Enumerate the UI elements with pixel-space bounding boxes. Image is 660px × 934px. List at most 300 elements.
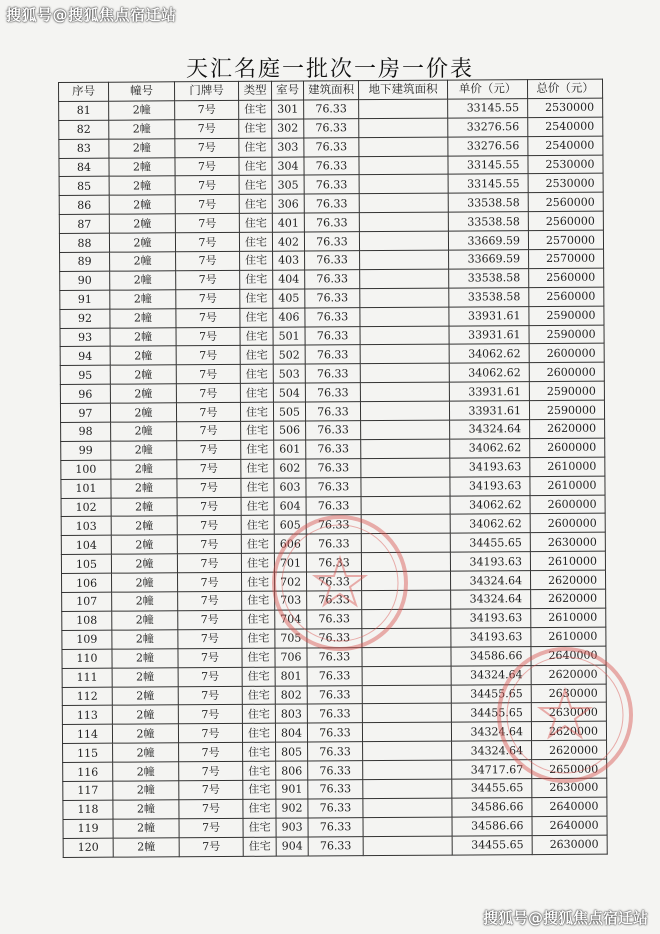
cell-area: 76.33 xyxy=(305,364,360,383)
header-cell: 幢号 xyxy=(109,82,175,101)
cell-total-price: 2570000 xyxy=(528,230,603,249)
cell-basement-area xyxy=(362,628,451,647)
cell-index: 108 xyxy=(62,611,112,630)
cell-total-price: 2610000 xyxy=(530,457,605,476)
cell-room: 703 xyxy=(275,591,307,610)
cell-area: 76.33 xyxy=(304,232,359,251)
cell-unit-price: 34324.64 xyxy=(451,722,531,741)
cell-unit-price: 33276.56 xyxy=(448,136,528,155)
cell-building: 2幢 xyxy=(112,592,178,611)
cell-room: 904 xyxy=(276,837,308,856)
cell-door-number: 7号 xyxy=(179,780,243,799)
cell-type: 住宅 xyxy=(241,535,274,554)
cell-basement-area xyxy=(362,703,451,722)
cell-building: 2幢 xyxy=(111,478,177,497)
cell-total-price: 2600000 xyxy=(530,514,605,533)
cell-total-price: 2610000 xyxy=(531,627,606,646)
cell-building: 2幢 xyxy=(109,233,175,252)
cell-area: 76.33 xyxy=(307,704,362,723)
cell-unit-price: 33669.59 xyxy=(449,250,529,269)
cell-total-price: 2620000 xyxy=(531,721,606,740)
cell-room: 702 xyxy=(274,572,306,591)
cell-room: 601 xyxy=(274,440,306,459)
cell-total-price: 2600000 xyxy=(530,495,605,514)
cell-type: 住宅 xyxy=(239,195,272,214)
cell-door-number: 7号 xyxy=(177,421,241,440)
cell-area: 76.33 xyxy=(308,780,363,799)
cell-type: 住宅 xyxy=(243,761,276,780)
cell-door-number: 7号 xyxy=(175,119,239,138)
cell-total-price: 2630000 xyxy=(531,684,606,703)
cell-basement-area xyxy=(362,590,451,609)
cell-area: 76.33 xyxy=(304,118,359,137)
cell-unit-price: 34586.66 xyxy=(452,797,532,816)
cell-building: 2幢 xyxy=(110,252,176,271)
cell-area: 76.33 xyxy=(306,553,361,572)
cell-area: 76.33 xyxy=(305,270,360,289)
cell-unit-price: 34455.65 xyxy=(451,703,531,722)
cell-room: 401 xyxy=(272,213,304,232)
cell-door-number: 7号 xyxy=(176,365,240,384)
header-cell: 地下建筑面积 xyxy=(358,80,447,99)
cell-unit-price: 34455.65 xyxy=(452,779,532,798)
cell-index: 115 xyxy=(63,743,113,762)
cell-total-price: 2590000 xyxy=(529,306,604,325)
cell-building: 2幢 xyxy=(109,214,175,233)
cell-unit-price: 34062.62 xyxy=(450,439,530,458)
cell-basement-area xyxy=(363,760,452,779)
cell-type: 住宅 xyxy=(243,818,276,837)
cell-door-number: 7号 xyxy=(176,346,240,365)
cell-total-price: 2620000 xyxy=(532,740,607,759)
cell-room: 502 xyxy=(273,345,305,364)
watermark-bottom: 搜狐号@搜狐焦点宿迁站 xyxy=(482,909,648,927)
cell-building: 2幢 xyxy=(109,157,175,176)
cell-total-price: 2530000 xyxy=(528,155,603,174)
cell-area: 76.33 xyxy=(307,591,362,610)
cell-total-price: 2560000 xyxy=(529,287,604,306)
cell-area: 76.33 xyxy=(305,326,360,345)
cell-index: 103 xyxy=(61,517,111,536)
cell-room: 605 xyxy=(274,515,306,534)
cell-type: 住宅 xyxy=(240,289,273,308)
cell-type: 住宅 xyxy=(242,667,275,686)
cell-index: 117 xyxy=(63,781,113,800)
cell-basement-area xyxy=(363,817,452,836)
cell-index: 92 xyxy=(60,309,110,328)
cell-room: 704 xyxy=(275,610,307,629)
cell-basement-area xyxy=(359,193,448,212)
cell-room: 402 xyxy=(272,232,304,251)
cell-type: 住宅 xyxy=(240,308,273,327)
cell-basement-area xyxy=(359,175,448,194)
cell-basement-area xyxy=(362,609,451,628)
cell-basement-area xyxy=(359,118,448,137)
cell-room: 505 xyxy=(273,402,305,421)
cell-basement-area xyxy=(359,156,448,175)
cell-area: 76.33 xyxy=(306,477,361,496)
cell-unit-price: 33145.55 xyxy=(448,99,528,118)
cell-building: 2幢 xyxy=(113,781,179,800)
cell-unit-price: 34324.64 xyxy=(452,741,532,760)
cell-total-price: 2620000 xyxy=(530,570,605,589)
cell-index: 112 xyxy=(62,687,112,706)
cell-building: 2幢 xyxy=(110,403,176,422)
cell-room: 404 xyxy=(273,270,305,289)
cell-building: 2幢 xyxy=(113,743,179,762)
cell-door-number: 7号 xyxy=(177,478,241,497)
cell-area: 76.33 xyxy=(306,515,361,534)
cell-area: 76.33 xyxy=(306,421,361,440)
header-cell: 单价（元） xyxy=(447,80,527,99)
cell-area: 76.33 xyxy=(308,761,363,780)
cell-basement-area xyxy=(360,307,449,326)
cell-basement-area xyxy=(361,439,450,458)
cell-index: 105 xyxy=(61,554,111,573)
cell-type: 住宅 xyxy=(240,365,273,384)
cell-type: 住宅 xyxy=(243,780,276,799)
cell-unit-price: 34193.63 xyxy=(451,627,531,646)
cell-building: 2幢 xyxy=(111,535,177,554)
cell-area: 76.33 xyxy=(304,175,359,194)
cell-total-price: 2540000 xyxy=(528,117,603,136)
cell-door-number: 7号 xyxy=(176,251,240,270)
cell-type: 住宅 xyxy=(242,705,275,724)
cell-area: 76.33 xyxy=(305,402,360,421)
table-row xyxy=(63,835,607,857)
cell-index: 102 xyxy=(61,498,111,517)
cell-total-price: 2640000 xyxy=(532,797,607,816)
cell-basement-area xyxy=(363,798,452,817)
cell-type: 住宅 xyxy=(243,742,276,761)
cell-basement-area xyxy=(363,836,452,855)
cell-building: 2幢 xyxy=(111,460,177,479)
cell-area: 76.33 xyxy=(307,610,362,629)
cell-index: 86 xyxy=(59,196,109,215)
cell-unit-price: 34324.64 xyxy=(451,590,531,609)
cell-area: 76.33 xyxy=(306,458,361,477)
cell-area: 76.33 xyxy=(307,666,362,685)
cell-area: 76.33 xyxy=(308,836,363,855)
cell-door-number: 7号 xyxy=(175,233,239,252)
cell-type: 住宅 xyxy=(239,100,272,119)
header-cell: 序号 xyxy=(59,82,109,101)
cell-index: 90 xyxy=(60,271,110,290)
cell-total-price: 2610000 xyxy=(531,608,606,627)
cell-door-number: 7号 xyxy=(179,761,243,780)
cell-type: 住宅 xyxy=(239,157,272,176)
cell-unit-price: 34455.65 xyxy=(451,684,531,703)
cell-area: 76.33 xyxy=(305,251,360,270)
cell-building: 2幢 xyxy=(110,365,176,384)
cell-type: 住宅 xyxy=(242,686,275,705)
cell-room: 306 xyxy=(272,194,304,213)
cell-building: 2幢 xyxy=(112,611,178,630)
cell-building: 2幢 xyxy=(110,346,176,365)
cell-room: 603 xyxy=(274,478,306,497)
cell-unit-price: 33931.61 xyxy=(449,382,529,401)
cell-room: 301 xyxy=(272,100,304,119)
cell-door-number: 7号 xyxy=(178,686,242,705)
cell-index: 104 xyxy=(61,536,111,555)
cell-index: 95 xyxy=(60,366,110,385)
cell-unit-price: 33669.59 xyxy=(448,231,528,250)
cell-area: 76.33 xyxy=(305,307,360,326)
cell-total-price: 2630000 xyxy=(530,533,605,552)
cell-door-number: 7号 xyxy=(176,384,240,403)
cell-room: 602 xyxy=(274,459,306,478)
cell-room: 604 xyxy=(274,497,306,516)
cell-type: 住宅 xyxy=(242,610,275,629)
cell-type: 住宅 xyxy=(241,459,274,478)
cell-door-number: 7号 xyxy=(179,743,243,762)
cell-type: 住宅 xyxy=(242,629,275,648)
cell-basement-area xyxy=(359,137,448,156)
header-cell: 类型 xyxy=(238,81,271,100)
cell-room: 305 xyxy=(272,175,304,194)
cell-area: 76.33 xyxy=(307,685,362,704)
cell-room: 806 xyxy=(276,761,308,780)
cell-index: 118 xyxy=(63,800,113,819)
cell-basement-area xyxy=(360,250,449,269)
cell-type: 住宅 xyxy=(239,176,272,195)
cell-type: 住宅 xyxy=(240,327,273,346)
cell-basement-area xyxy=(362,647,451,666)
cell-unit-price: 34586.66 xyxy=(451,646,531,665)
cell-basement-area xyxy=(361,571,450,590)
cell-building: 2幢 xyxy=(113,762,179,781)
cell-index: 110 xyxy=(62,649,112,668)
cell-room: 406 xyxy=(273,308,305,327)
cell-room: 701 xyxy=(274,553,306,572)
cell-basement-area xyxy=(361,533,450,552)
cell-room: 405 xyxy=(273,289,305,308)
cell-type: 住宅 xyxy=(241,497,274,516)
cell-unit-price: 33145.55 xyxy=(448,155,528,174)
cell-building: 2幢 xyxy=(112,686,178,705)
cell-building: 2幢 xyxy=(113,819,179,838)
cell-type: 住宅 xyxy=(240,383,273,402)
cell-index: 100 xyxy=(61,460,111,479)
cell-door-number: 7号 xyxy=(175,100,239,119)
cell-index: 116 xyxy=(63,762,113,781)
cell-type: 住宅 xyxy=(242,648,275,667)
cell-type: 住宅 xyxy=(239,213,272,232)
cell-basement-area xyxy=(359,212,448,231)
cell-basement-area xyxy=(360,401,449,420)
cell-room: 506 xyxy=(274,421,306,440)
cell-basement-area xyxy=(360,326,449,345)
cell-basement-area xyxy=(359,231,448,250)
cell-unit-price: 33931.61 xyxy=(449,401,529,420)
cell-room: 901 xyxy=(276,780,308,799)
cell-room: 706 xyxy=(275,648,307,667)
cell-room: 903 xyxy=(276,818,308,837)
cell-building: 2幢 xyxy=(111,516,177,535)
cell-index: 93 xyxy=(60,328,110,347)
cell-door-number: 7号 xyxy=(176,403,240,422)
cell-index: 84 xyxy=(59,158,109,177)
cell-total-price: 2620000 xyxy=(531,665,606,684)
cell-room: 705 xyxy=(275,629,307,648)
cell-basement-area xyxy=(360,363,449,382)
cell-total-price: 2590000 xyxy=(529,400,604,419)
cell-basement-area xyxy=(360,288,449,307)
cell-total-price: 2650000 xyxy=(532,759,607,778)
cell-room: 801 xyxy=(275,667,307,686)
cell-type: 住宅 xyxy=(239,119,272,138)
cell-index: 120 xyxy=(63,838,113,857)
cell-index: 81 xyxy=(59,101,109,120)
cell-unit-price: 34062.62 xyxy=(449,344,529,363)
cell-type: 住宅 xyxy=(239,232,272,251)
page-title: 天汇名庭一批次一房一价表 xyxy=(185,57,474,82)
cell-door-number: 7号 xyxy=(176,270,240,289)
cell-index: 98 xyxy=(61,422,111,441)
cell-index: 99 xyxy=(61,441,111,460)
cell-unit-price: 34324.64 xyxy=(451,665,531,684)
cell-unit-price: 33276.56 xyxy=(448,117,528,136)
cell-total-price: 2560000 xyxy=(529,268,604,287)
cell-building: 2幢 xyxy=(111,497,177,516)
cell-door-number: 7号 xyxy=(178,648,242,667)
cell-area: 76.33 xyxy=(305,383,360,402)
cell-total-price: 2640000 xyxy=(532,816,607,835)
cell-door-number: 7号 xyxy=(178,610,242,629)
cell-area: 76.33 xyxy=(308,798,363,817)
cell-area: 76.33 xyxy=(305,345,360,364)
cell-building: 2幢 xyxy=(111,554,177,573)
cell-total-price: 2530000 xyxy=(528,174,603,193)
cell-door-number: 7号 xyxy=(175,138,239,157)
cell-unit-price: 34193.63 xyxy=(451,609,531,628)
cell-door-number: 7号 xyxy=(177,459,241,478)
cell-index: 111 xyxy=(62,668,112,687)
cell-unit-price: 33931.61 xyxy=(449,325,529,344)
cell-total-price: 2630000 xyxy=(532,835,607,854)
cell-door-number: 7号 xyxy=(177,440,241,459)
cell-total-price: 2570000 xyxy=(529,249,604,268)
cell-room: 802 xyxy=(275,685,307,704)
cell-door-number: 7号 xyxy=(178,591,242,610)
cell-basement-area xyxy=(359,99,448,118)
cell-type: 住宅 xyxy=(241,421,274,440)
cell-index: 87 xyxy=(59,214,109,233)
cell-total-price: 2600000 xyxy=(529,363,604,382)
cell-total-price: 2600000 xyxy=(529,344,604,363)
cell-total-price: 2620000 xyxy=(530,419,605,438)
cell-unit-price: 33538.58 xyxy=(449,269,529,288)
cell-basement-area xyxy=(360,382,449,401)
cell-type: 住宅 xyxy=(242,723,275,742)
cell-unit-price: 33538.58 xyxy=(448,212,528,231)
cell-index: 82 xyxy=(59,120,109,139)
cell-area: 76.33 xyxy=(304,100,359,119)
cell-door-number: 7号 xyxy=(175,157,239,176)
cell-index: 88 xyxy=(59,233,109,252)
cell-building: 2幢 xyxy=(109,195,175,214)
cell-unit-price: 33145.55 xyxy=(448,174,528,193)
cell-index: 89 xyxy=(60,252,110,271)
cell-index: 109 xyxy=(62,630,112,649)
cell-room: 303 xyxy=(272,138,304,157)
cell-room: 803 xyxy=(275,704,307,723)
cell-area: 76.33 xyxy=(308,817,363,836)
cell-area: 76.33 xyxy=(304,137,359,156)
cell-type: 住宅 xyxy=(243,799,276,818)
cell-area: 76.33 xyxy=(306,440,361,459)
cell-index: 101 xyxy=(61,479,111,498)
cell-building: 2幢 xyxy=(110,327,176,346)
cell-unit-price: 33538.58 xyxy=(449,287,529,306)
cell-basement-area xyxy=(361,496,450,515)
cell-area: 76.33 xyxy=(304,194,359,213)
cell-unit-price: 34586.66 xyxy=(452,816,532,835)
cell-room: 503 xyxy=(273,364,305,383)
cell-area: 76.33 xyxy=(304,213,359,232)
cell-area: 76.33 xyxy=(306,534,361,553)
cell-type: 住宅 xyxy=(239,138,272,157)
cell-door-number: 7号 xyxy=(177,497,241,516)
cell-unit-price: 33538.58 xyxy=(448,193,528,212)
cell-total-price: 2540000 xyxy=(528,136,603,155)
table-body xyxy=(59,98,608,857)
cell-building: 2幢 xyxy=(112,724,178,743)
header-cell: 建筑面积 xyxy=(303,81,358,100)
cell-building: 2幢 xyxy=(113,837,179,856)
cell-basement-area xyxy=(361,477,450,496)
cell-index: 96 xyxy=(60,384,110,403)
cell-room: 902 xyxy=(276,799,308,818)
cell-room: 304 xyxy=(272,157,304,176)
cell-unit-price: 34193.63 xyxy=(450,476,530,495)
cell-door-number: 7号 xyxy=(175,195,239,214)
cell-room: 302 xyxy=(272,119,304,138)
cell-door-number: 7号 xyxy=(179,818,243,837)
cell-door-number: 7号 xyxy=(179,799,243,818)
cell-door-number: 7号 xyxy=(176,289,240,308)
cell-unit-price: 34324.64 xyxy=(450,420,530,439)
cell-unit-price: 34193.63 xyxy=(450,457,530,476)
cell-total-price: 2560000 xyxy=(528,211,603,230)
cell-door-number: 7号 xyxy=(178,629,242,648)
cell-building: 2幢 xyxy=(112,705,178,724)
cell-door-number: 7号 xyxy=(175,214,239,233)
cell-index: 94 xyxy=(60,347,110,366)
cell-total-price: 2640000 xyxy=(531,646,606,665)
cell-building: 2幢 xyxy=(113,800,179,819)
cell-type: 住宅 xyxy=(241,516,274,535)
cell-basement-area xyxy=(363,779,452,798)
cell-basement-area xyxy=(361,552,450,571)
cell-door-number: 7号 xyxy=(176,327,240,346)
cell-basement-area xyxy=(360,269,449,288)
cell-unit-price: 34062.62 xyxy=(450,495,530,514)
cell-type: 住宅 xyxy=(243,837,276,856)
cell-building: 2幢 xyxy=(109,138,175,157)
cell-area: 76.33 xyxy=(307,723,362,742)
cell-type: 住宅 xyxy=(240,251,273,270)
cell-room: 606 xyxy=(274,534,306,553)
cell-building: 2幢 xyxy=(110,271,176,290)
cell-total-price: 2630000 xyxy=(531,703,606,722)
cell-total-price: 2600000 xyxy=(530,438,605,457)
header-cell: 总价（元） xyxy=(527,79,602,98)
cell-room: 403 xyxy=(273,251,305,270)
cell-total-price: 2630000 xyxy=(532,778,607,797)
cell-type: 住宅 xyxy=(241,553,274,572)
cell-basement-area xyxy=(361,420,450,439)
